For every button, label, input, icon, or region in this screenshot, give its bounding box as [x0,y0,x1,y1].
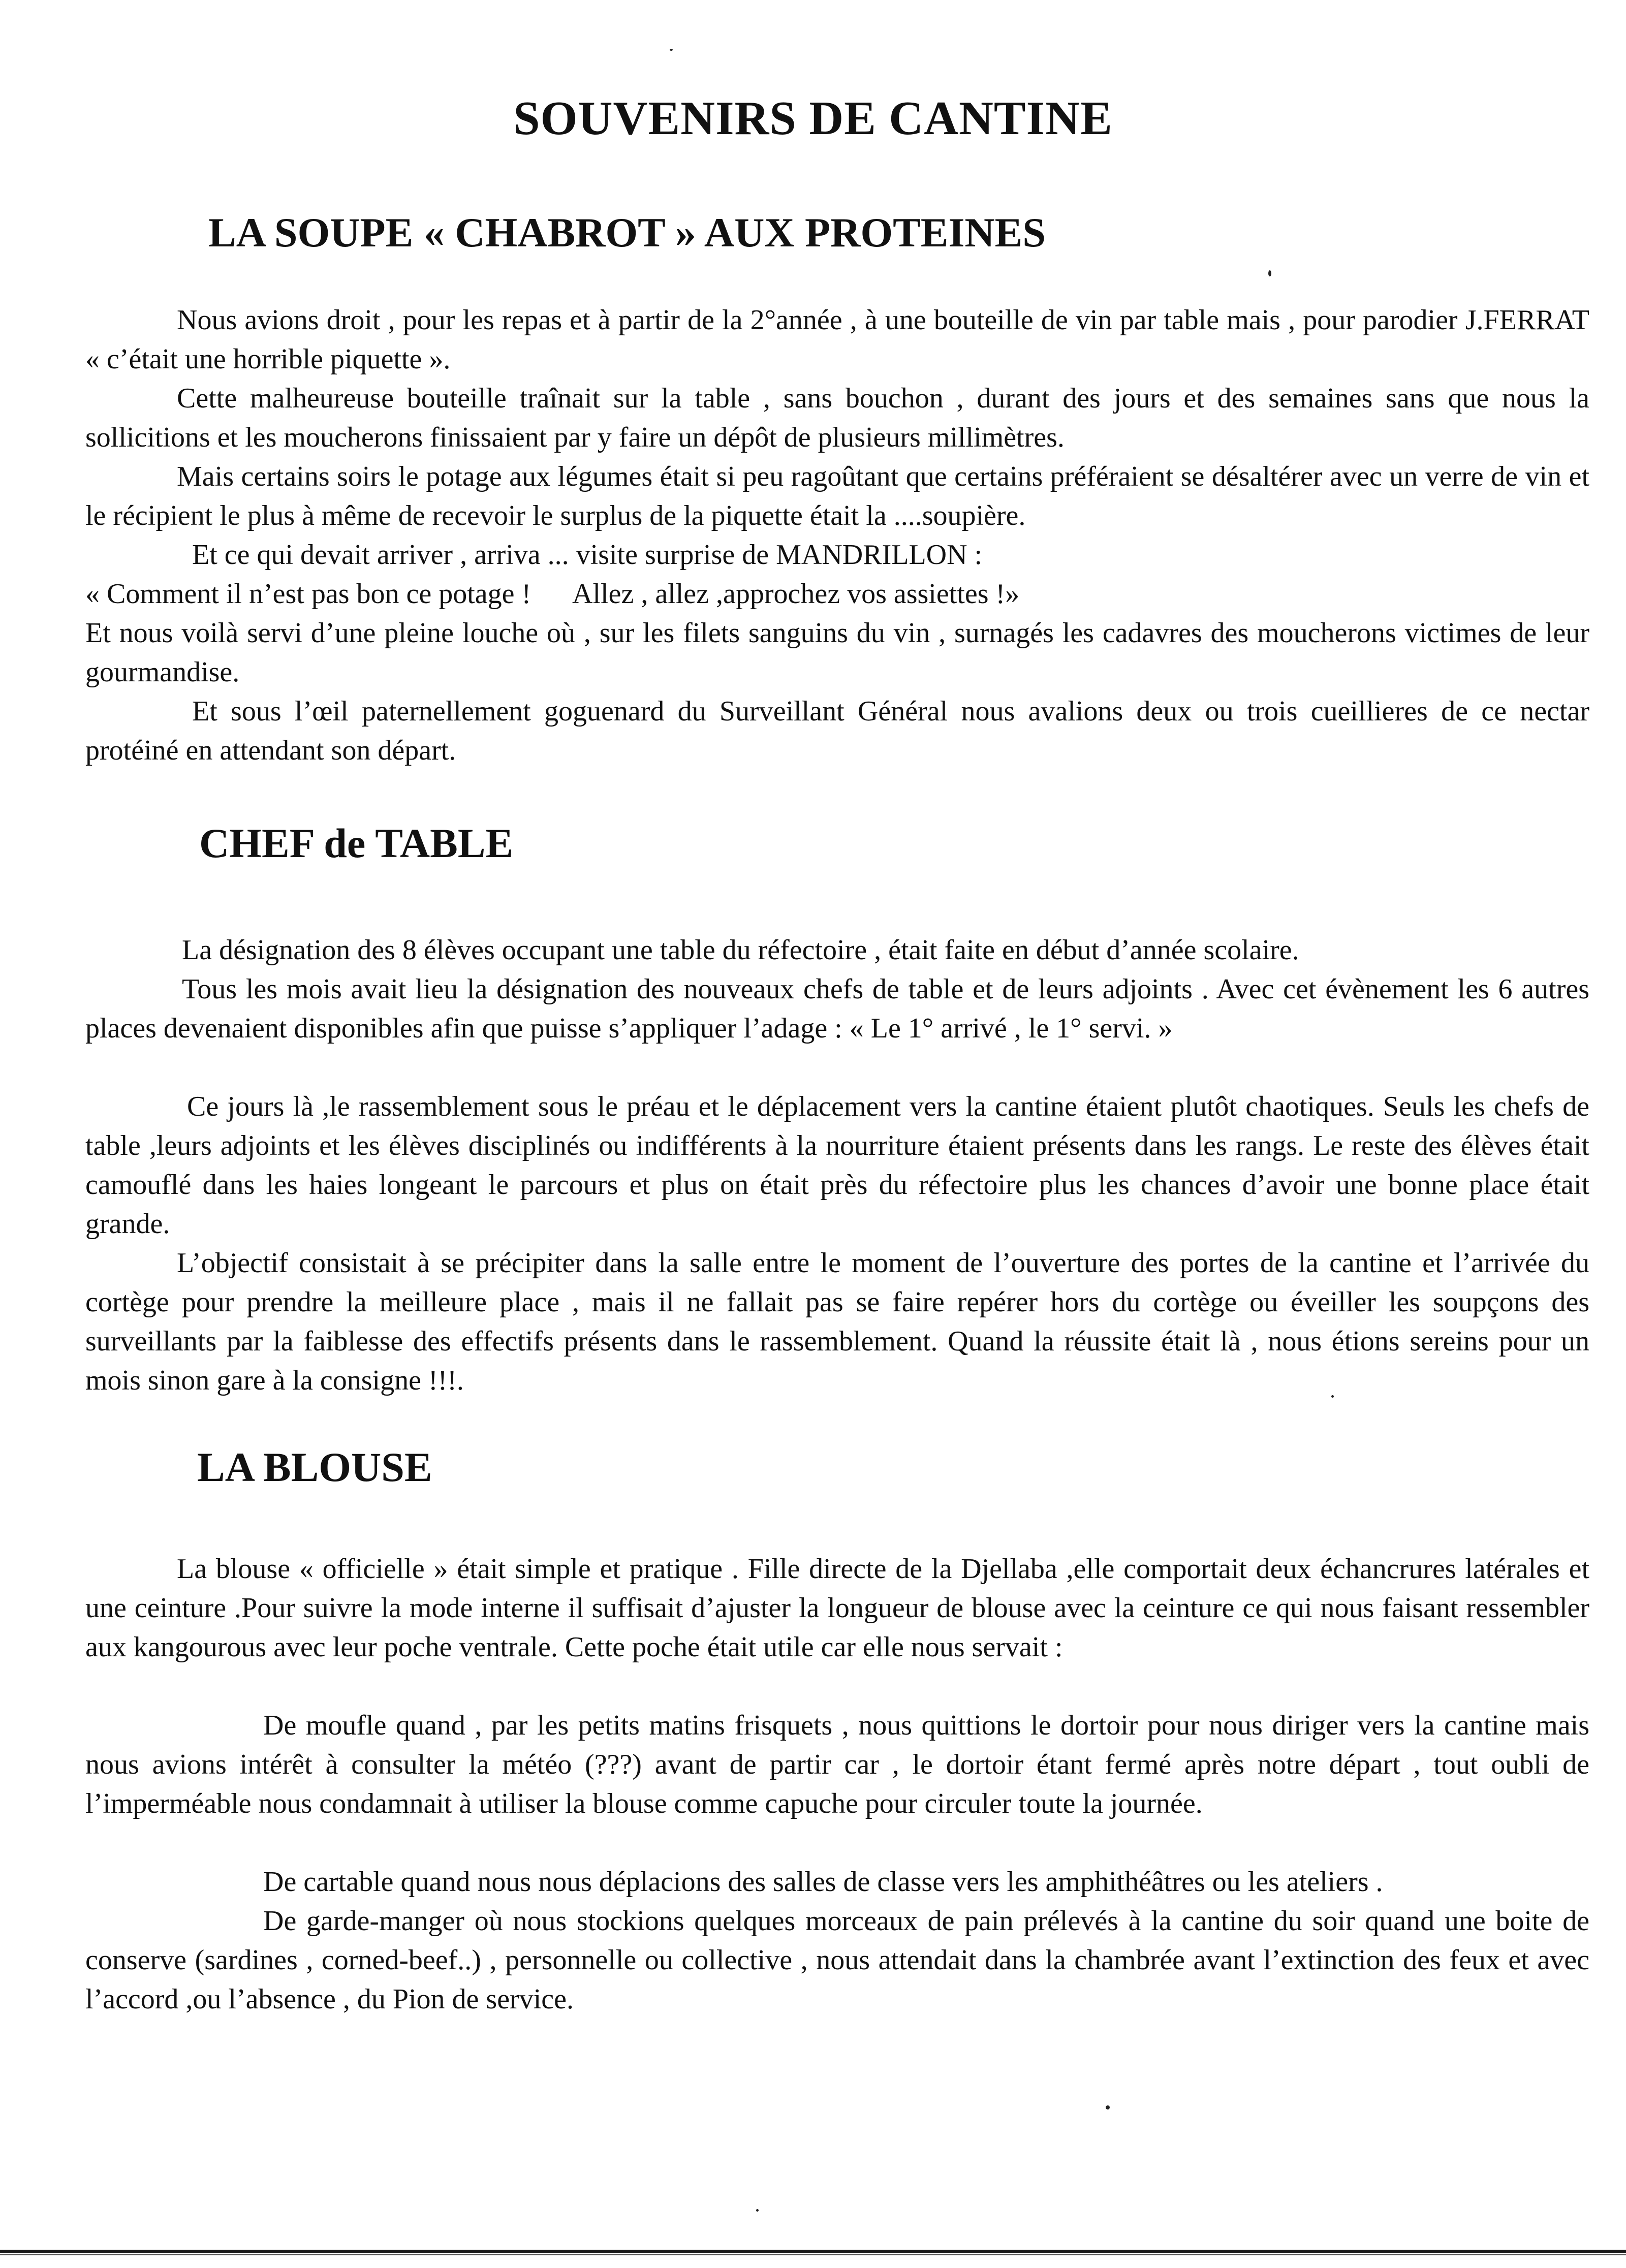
section-heading-la-blouse: LA BLOUSE [197,1444,432,1490]
section-heading-soupe: LA SOUPE « CHABROT » AUX PROTEINES [208,209,1046,256]
page-title: SOUVENIRS DE CANTINE [513,92,1113,145]
paragraph: De garde-manger où nous stockions quelques morceaux de pain prélevés à la cantine du soir quand une boite de conserve (sardines , corned-beef..) , personnelle ou collective , nous attendait dans la chambrée avant l’extinction des feux et avec l’accord ,ou l’absence , du Pion de service. [85,1905,1589,2015]
paragraph: « Comment il n’est pas bon ce potage ! Allez , allez ,approchez vos assiettes !» [85,578,1020,610]
scan-edge-line [0,2254,1626,2255]
scan-edge-line [0,2250,1626,2253]
scan-speck [756,2209,759,2212]
paragraph: L’objectif consistait à se précipiter dans la salle entre le moment de l’ouverture des portes de la cantine et l’arrivée du cortège pour prendre la meilleure place , mais il ne fallait pas se faire repérer hors du cortège ou éveiller les soupçons des surveillants par la faiblesse des effectifs présents dans le rassemblement. Quand la réussite était là , nous étions sereins pour un mois sinon gare à la consigne !!!. [85,1247,1589,1396]
paragraph: La désignation des 8 élèves occupant une table du réfectoire , était faite en début d’année scolaire. [182,934,1299,966]
paragraph: Et ce qui devait arriver , arriva ... visite surprise de MANDRILLON : [192,539,983,571]
paragraph: La blouse « officielle » était simple et pratique . Fille directe de la Djellaba ,elle comportait deux échancrures latérales et une ceinture .Pour suivre la mode interne il suffisait d’ajuster la longueur de blouse avec la ceinture ce qui nous faisant ressembler aux kangourous avec leur poche ventrale. Cette poche était utile car elle nous servait : [85,1553,1589,1663]
paragraph: De moufle quand , par les petits matins frisquets , nous quittions le dortoir pour nous diriger vers la cantine mais nous avions intérêt à consulter la météo (???) avant de partir car , le dortoir étant fermé après notre départ , tout oubli de l’imperméable nous condamnait à utiliser la blouse comme capuche pour circuler toute la journée. [85,1710,1589,1819]
paragraph: Et nous voilà servi d’une pleine louche où , sur les filets sanguins du vin , surnagés les cadavres des moucherons victimes de leur gourmandise. [85,617,1589,688]
paragraph: Tous les mois avait lieu la désignation des nouveaux chefs de table et de leurs adjoints . Avec cet évènement les 6 autres places devenaient disponibles afin que puisse s’appliquer l’adage : « Le 1° arrivé , le 1° servi. » [85,973,1589,1044]
paragraph: De cartable quand nous nous déplacions des salles de classe vers les amphithéâtres ou les ateliers . [263,1866,1383,1898]
paragraph: Ce jours là ,le rassemblement sous le préau et le déplacement vers la cantine étaient plutôt chaotiques. Seuls les chefs de table ,leurs adjoints et les élèves disciplinés ou indifférents à la nourriture étaient présents dans les rangs. Le reste des élèves était camouflé dans les haies longeant le parcours et plus on était près du réfectoire plus les chances d’avoir une bonne place était grande. [85,1091,1589,1240]
paragraph: Nous avions droit , pour les repas et à partir de la 2°année , à une bouteille de vin par table mais , pour parodier J.FERRAT « c’était une horrible piquette ». [85,304,1589,375]
scan-speck [670,49,673,51]
scan-speck [1331,1395,1334,1398]
scan-speck [1268,270,1271,276]
paragraph: Et sous l’œil paternellement goguenard du Surveillant Général nous avalions deux ou trois cueillieres de ce nectar protéiné en attendant son départ. [85,696,1589,766]
paragraph: Mais certains soirs le potage aux légumes était si peu ragoûtant que certains préféraient se désaltérer avec un verre de vin et le récipient le plus à même de recevoir le surplus de la piquette était la ....soupière. [85,461,1589,531]
scan-speck [1106,2105,1110,2109]
paragraph: Cette malheureuse bouteille traînait sur la table , sans bouchon , durant des jours et des semaines sans que nous la sollicitions et les moucherons finissaient par y faire un dépôt de plusieurs millimètres. [85,383,1589,453]
section-heading-chef-de-table: CHEF de TABLE [199,820,514,866]
